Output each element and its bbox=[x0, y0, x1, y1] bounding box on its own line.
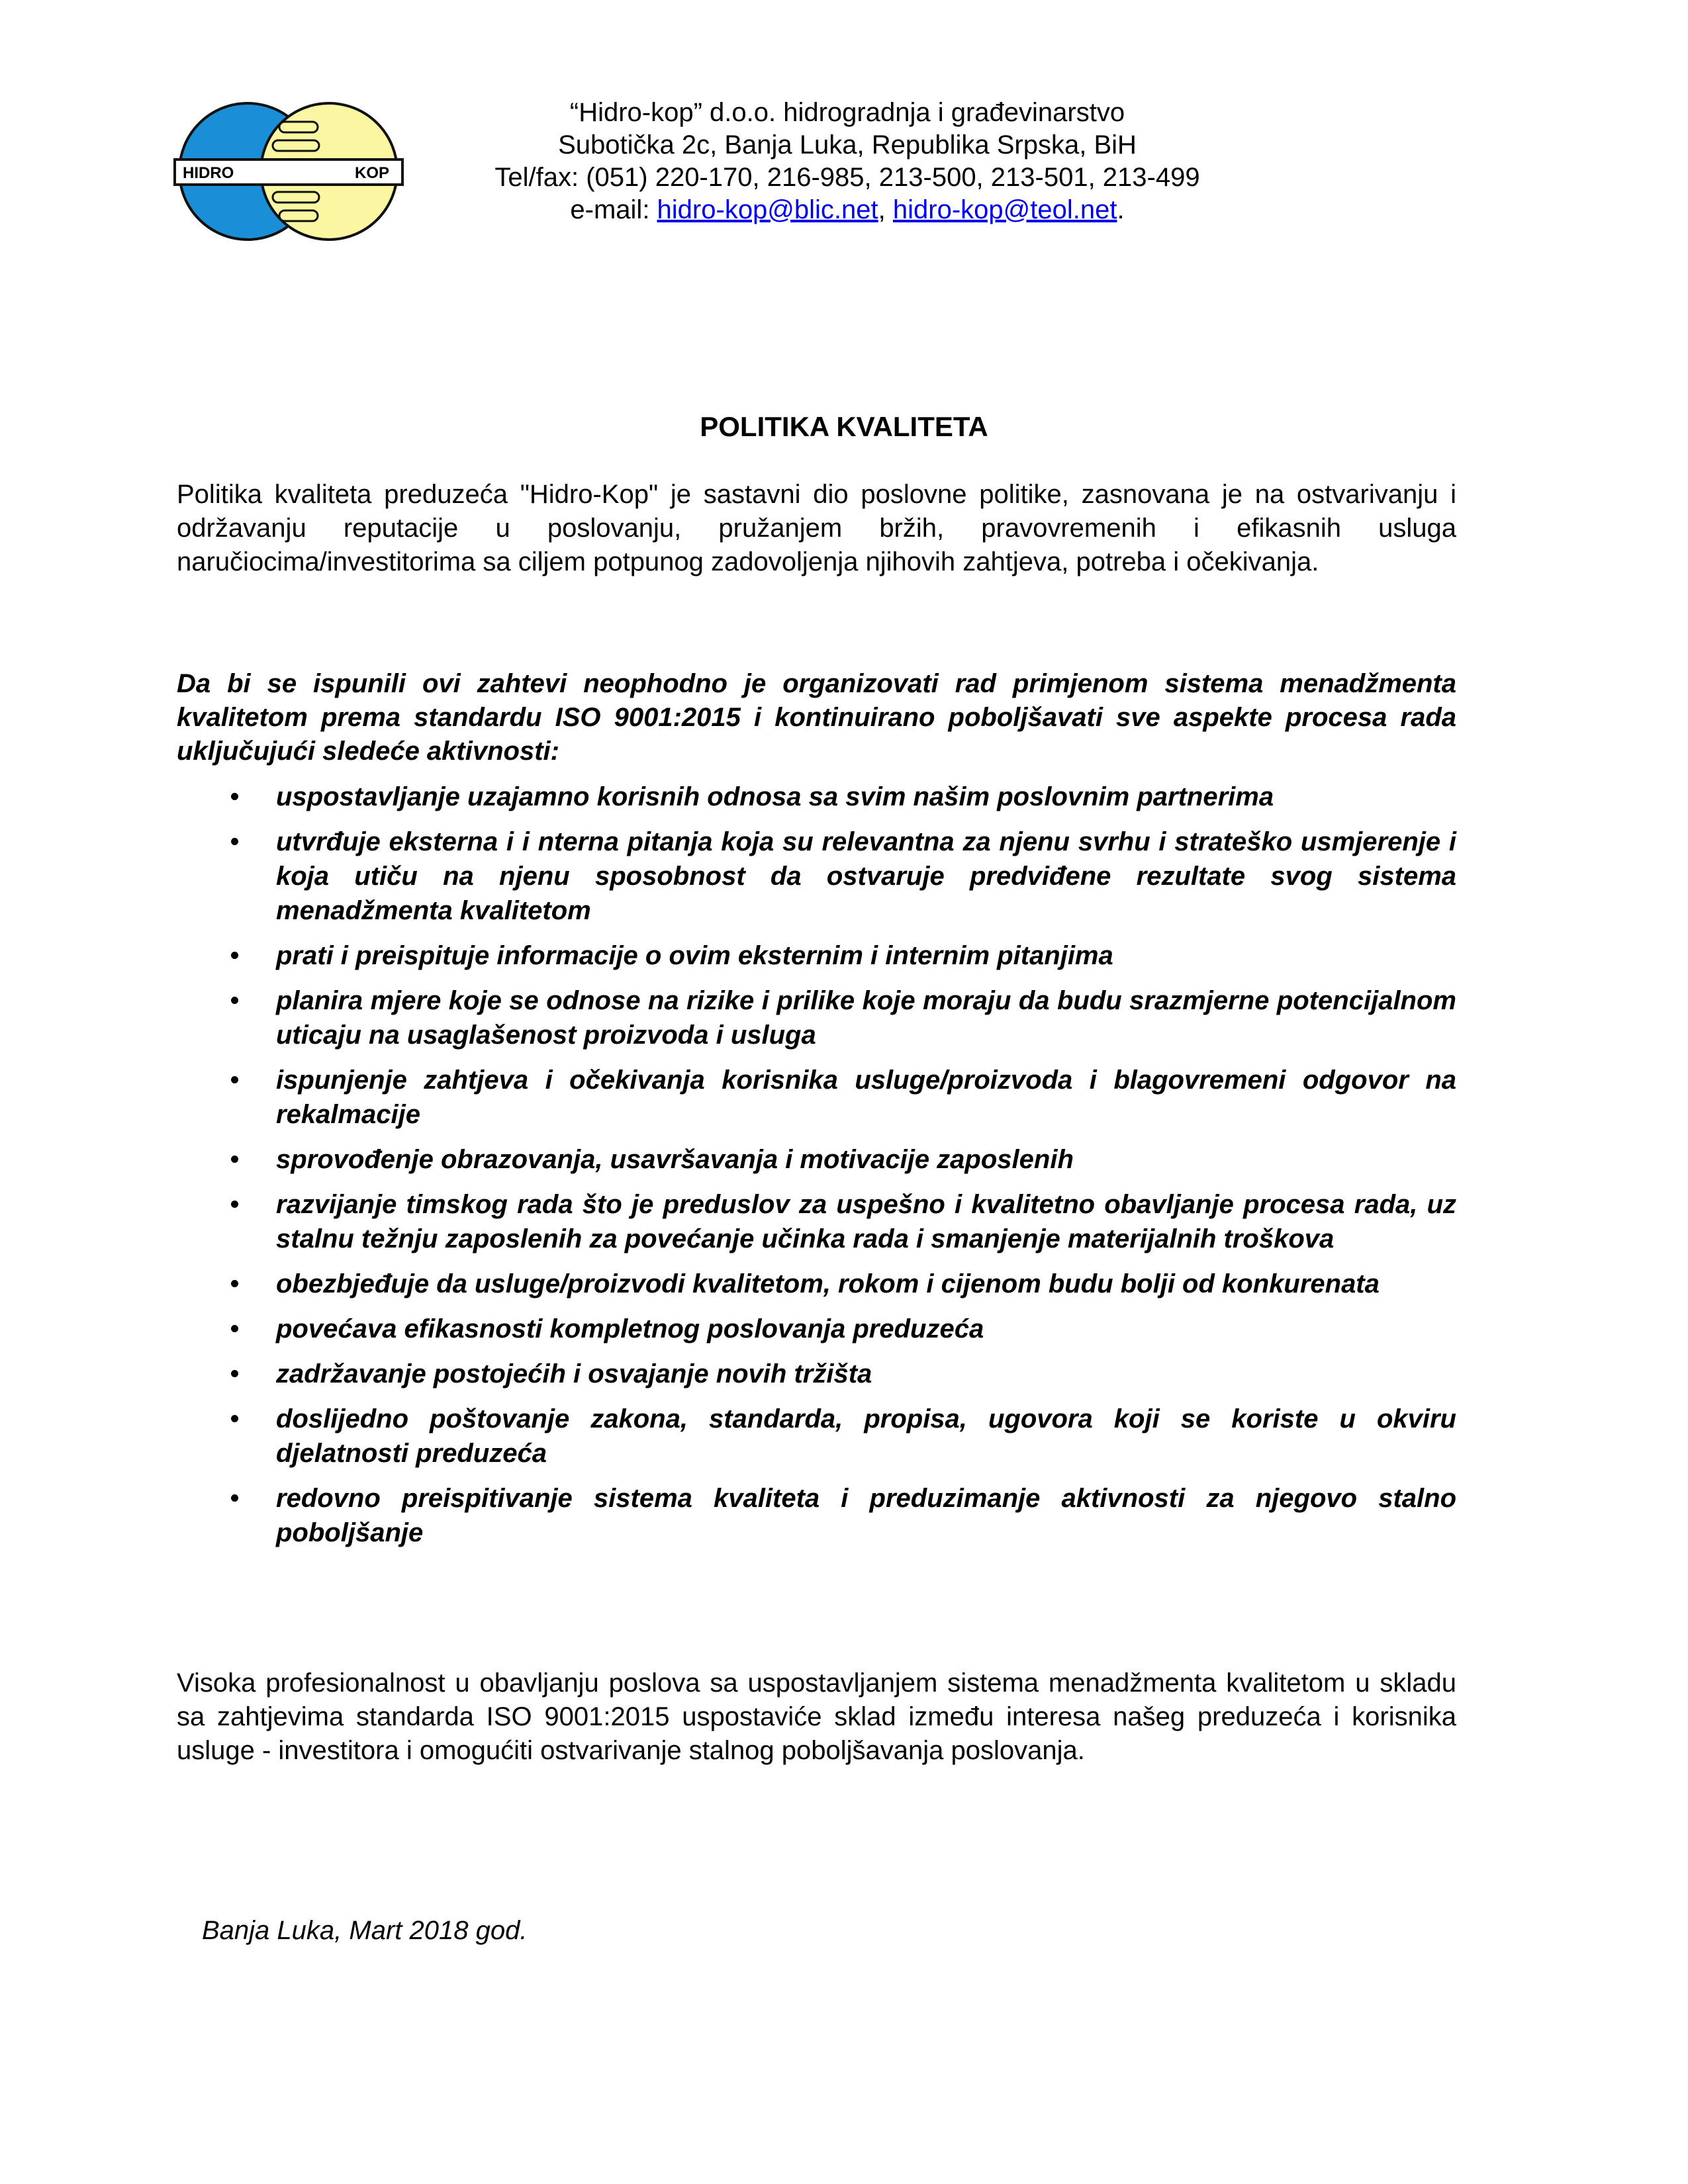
bullet-icon bbox=[231, 838, 238, 845]
list-item-text: zadržavanje postojećih i osvajanje novih tržišta bbox=[276, 1359, 872, 1388]
list-item-text: povećava efikasnosti kompletnog poslovanja preduzeća bbox=[276, 1314, 984, 1343]
requirements-paragraph: Da bi se ispunili ovi zahtevi neophodno je organizovati rad primjenom sistema menadžmenta kvalitetom prema standardu ISO 9001:2015 i kontinuirano poboljšavati sve aspekte procesa rada uključujući sledeće aktivnosti: bbox=[177, 669, 1456, 766]
email-end: . bbox=[1117, 195, 1125, 224]
email-label: e-mail: bbox=[570, 195, 657, 224]
list-item-text: sprovođenje obrazovanja, usavršavanja i motivacije zaposlenih bbox=[276, 1145, 1074, 1174]
letterhead-address: Subotička 2c, Banja Luka, Republika Srpska, BiH bbox=[558, 130, 1137, 159]
logo-right-text: KOP bbox=[355, 164, 390, 182]
list-item-text: doslijedno poštovanje zakona, standarda, propisa, ugovora koji se koriste u okviru djelatnosti preduzeća bbox=[276, 1404, 1456, 1468]
bullet-icon bbox=[231, 1201, 238, 1208]
list-item bbox=[177, 983, 1456, 1052]
document-title: POLITIKA KVALITETA bbox=[700, 411, 988, 442]
intro-paragraph: Politika kvaliteta preduzeća "Hidro-Kop" je sastavni dio poslovne politike, zasnovana je na ostvarivanju i održavanju reputacije u poslovanju, pružanjem bržih, pravovremenih i efikasnih usluga naručiocima/investitorima sa ciljem potpunog zadovoljenja njihovih zahtjeva, potreba i očekivanja. bbox=[177, 480, 1456, 576]
bullet-icon bbox=[231, 952, 238, 959]
bullet-icon bbox=[231, 1076, 238, 1083]
email-separator: , bbox=[878, 195, 893, 224]
list-item-text: planira mjere koje se odnose na rizike i prilike koje moraju da budu srazmjerne potencijalnom uticaju na usaglašenost proizvoda i usluga bbox=[276, 986, 1456, 1050]
list-item bbox=[177, 780, 1456, 814]
logo-left-text: HIDRO bbox=[183, 164, 234, 182]
bullet-icon bbox=[231, 1325, 238, 1332]
bullet-icon bbox=[231, 1156, 238, 1163]
letterhead-email-line bbox=[430, 194, 1264, 226]
company-logo bbox=[173, 98, 404, 245]
list-item-text: razvijanje timskog rada što je preduslov za uspešno i kvalitetno obavljanje procesa rada, uz stalnu težnju zaposlenih za povećanje učinka rada i smanjenje materijalnih troškova bbox=[276, 1190, 1456, 1253]
bullet-icon bbox=[231, 1280, 238, 1287]
place-and-date: Banja Luka, Mart 2018 god. bbox=[202, 1916, 528, 1945]
list-item bbox=[177, 1357, 1456, 1391]
bullet-icon bbox=[231, 1370, 238, 1377]
letterhead-company: “Hidro-kop” d.o.o. hidrogradnja i građevinarstvo bbox=[569, 98, 1125, 127]
list-item bbox=[177, 1267, 1456, 1301]
list-item bbox=[177, 1402, 1456, 1471]
list-item-text: ispunjenje zahtjeva i očekivanja korisnika usluge/proizvoda i blagovremeni odgovor na rekalmacije bbox=[276, 1066, 1456, 1129]
list-item-text: uspostavljanje uzajamno korisnih odnosa sa svim našim poslovnim partnerima bbox=[276, 782, 1274, 811]
letterhead-phone: Tel/fax: (051) 220-170, 216-985, 213-500, 213-501, 213-499 bbox=[494, 163, 1200, 192]
bullet-icon bbox=[231, 793, 238, 800]
closing-paragraph: Visoka profesionalnost u obavljanju poslova sa uspostavljanjem sistema menadžmenta kvalitetom u skladu sa zahtjevima standarda ISO 9001:2015 uspostaviće sklad između interesa našeg preduzeća i korisnika usluge - investitora i omogućiti ostvarivanje stalnog poboljšavanja poslovanja. bbox=[177, 1668, 1456, 1765]
activities-list bbox=[177, 780, 1456, 1561]
list-item-text: utvrđuje eksterna i i nterna pitanja koja su relevantna za njenu svrhu i strateško usmjerenje i koja utiču na njenu sposobnost da ostvaruje predviđene rezultate svog sistema menadžmenta kvalitetom bbox=[276, 827, 1456, 925]
list-item bbox=[177, 1187, 1456, 1256]
letterhead bbox=[430, 97, 1264, 226]
bullet-icon bbox=[231, 997, 238, 1004]
bullet-icon bbox=[231, 1415, 238, 1422]
list-item-text: redovno preispitivanje sistema kvaliteta i preduzimanje aktivnosti za njegovo stalno poboljšanje bbox=[276, 1484, 1456, 1547]
list-item bbox=[177, 1481, 1456, 1550]
list-item bbox=[177, 1063, 1456, 1132]
list-item bbox=[177, 1312, 1456, 1346]
email-link-teol[interactable]: hidro-kop@teol.net bbox=[892, 195, 1117, 224]
email-link-blic[interactable]: hidro-kop@blic.net bbox=[657, 195, 878, 224]
list-item bbox=[177, 938, 1456, 973]
bullet-icon bbox=[231, 1494, 238, 1502]
list-item-text: prati i preispituje informacije o ovim eksternim i internim pitanjima bbox=[276, 941, 1113, 970]
list-item bbox=[177, 825, 1456, 928]
list-item-text: obezbjeđuje da usluge/proizvodi kvalitetom, rokom i cijenom budu bolji od konkurenata bbox=[276, 1269, 1380, 1298]
list-item bbox=[177, 1142, 1456, 1177]
